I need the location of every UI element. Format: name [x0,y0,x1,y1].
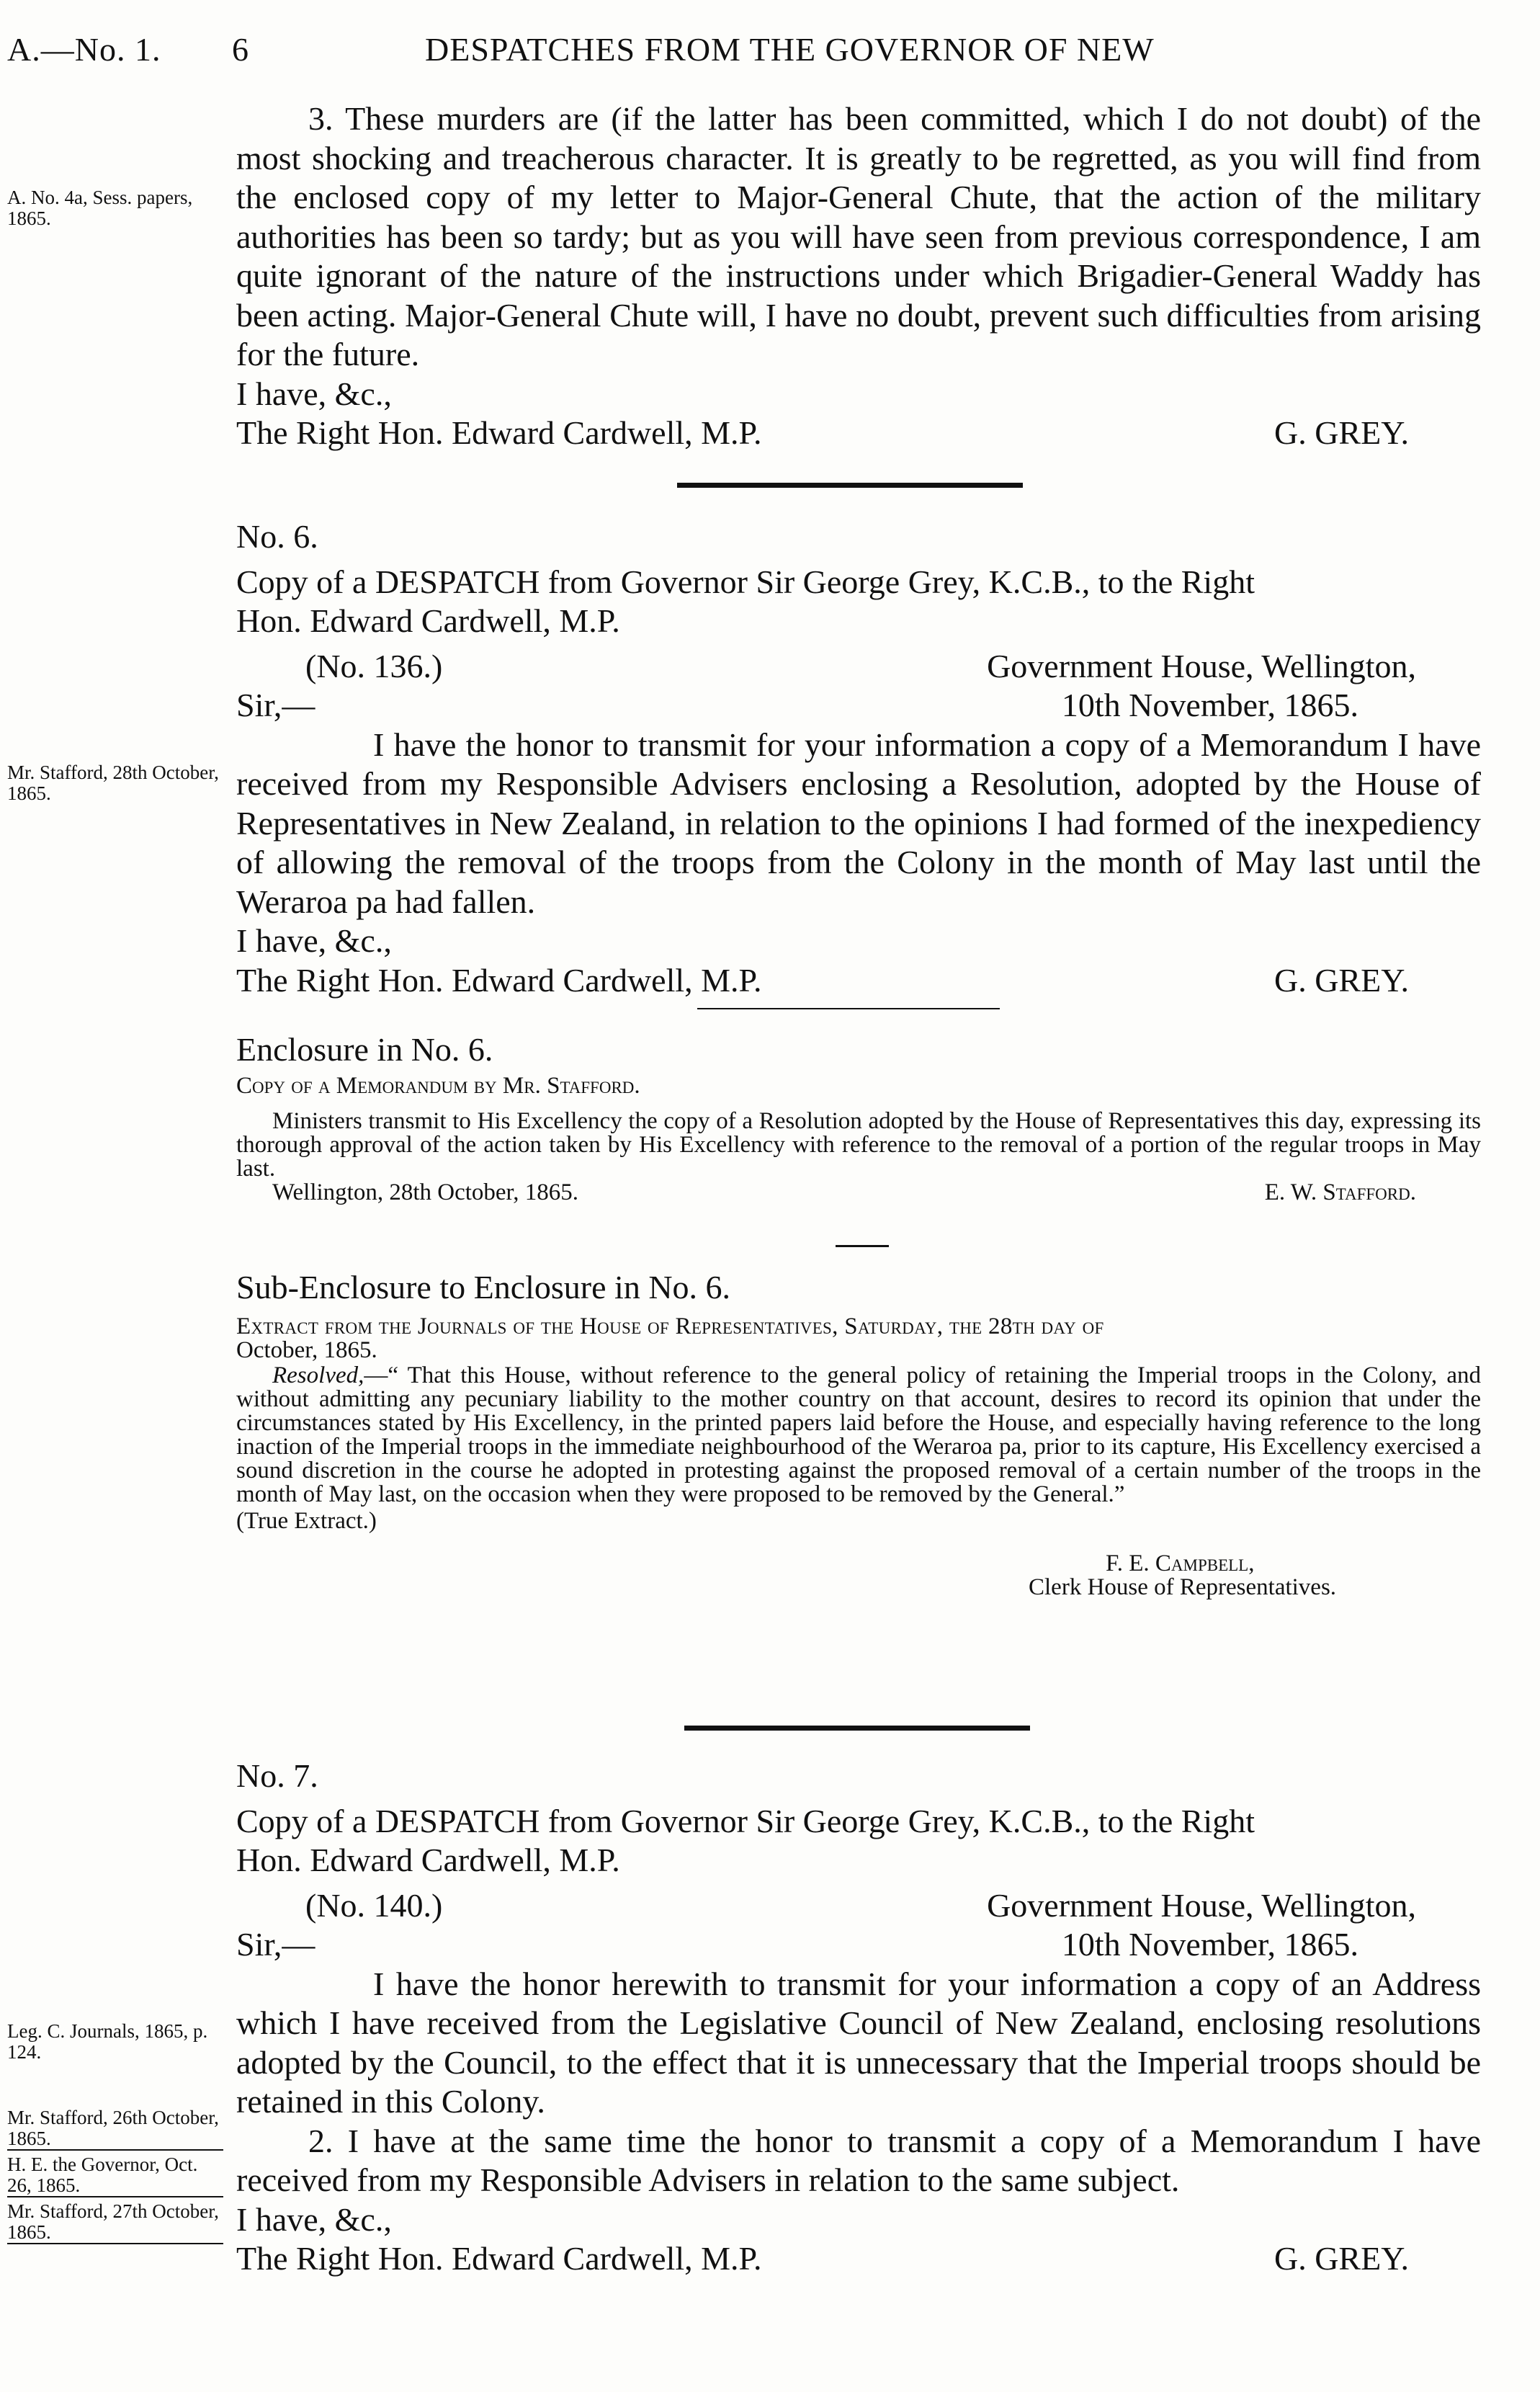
subenclosure6-extract-1: Extract from the Journals of the House of Representatives, Saturday, the 28th day of [236,1313,1104,1339]
page-number: 6 [232,31,249,68]
no7-number: No. 7. [236,1757,318,1794]
subenclosure6-extract-2: October, 1865. [236,1336,377,1363]
no6-ref: (No. 136.) [305,647,443,684]
no7-body-2: 2. I have at the same time the honor to transmit a copy of a Memorandum I have received from my Responsible Advisers in relation to the same subject. [236,2122,1481,2198]
enclosure6-title: Enclosure in No. 6. [236,1031,493,1068]
margin-note-no7-4: Mr. Stafford, 27th October, 1865. [7,2201,223,2244]
section-divider-thick-2 [684,1726,1030,1731]
para3-closing: I have, &c., [236,375,392,412]
resolution-text: —“ That this House, without reference to the general policy of retaining the Imperial troops in the Colony, and without admitting any pecuniary liability to the mother country on that account, desires to record its opinion that under the circumstances stated by His Excellency, in the printed papers laid before the House, and especially having reference to the long inaction of the Imperial troops in the immediate neighbourhood of the Weraroa pa, prior to its capture, His Excellency exercised a sound discretion in the course he adopted in protesting against the proposed removal of a certain number of the troops in the month of May last, on the occasion when they were proposed to be removed by the General.” [236,1362,1481,1507]
no7-closing: I have, &c., [236,2200,392,2238]
no7-ref: (No. 140.) [305,1886,443,1924]
short-divider [836,1245,889,1247]
section-divider-thick [677,483,1023,488]
signatory-name: F. E. Campbell, [1106,1550,1255,1576]
no7-date: 10th November, 1865. [1061,1926,1358,1963]
no6-heading-1: Copy of a DESPATCH from Governor Sir George Grey, K.C.B., to the Right [236,563,1255,600]
no7-body-1: I have the honor herewith to transmit for your information a copy of an Address which I have received from the Legislative Council of New Zealand, enclosing resolutions adopted by the Council, to the effect that it is unnecessary that the Imperial troops should be retained in this Colony. [236,1965,1481,2120]
subenclosure6-section [236,1268,1481,1599]
para3-text: 3. These murders are (if the latter has been committed, which I do not doubt) of the most shocking and treacherous character. It is greatly to be regretted, as you will find from the enclosed copy of my letter to Major-General Chute, that the action of the military authorities has been so tardy; but as you will have seen from previous correspondence, I am quite ignorant of the nature of the instructions under which Brigadier-General Waddy has been acting. Major-General Chute will, I have no doubt, prevent such difficulties from arising for the future. [236,100,1481,372]
enclosure6-subtitle: Copy of a Memorandum by Mr. Stafford. [236,1072,640,1099]
no6-number: No. 6. [236,518,318,555]
no7-heading-1: Copy of a DESPATCH from Governor Sir George Grey, K.C.B., to the Right [236,1802,1255,1839]
no7-salutation: Sir,— [236,1926,315,1963]
no6-location: Government House, Wellington, [987,647,1416,684]
no6-salutation: Sir,— [236,687,315,723]
no6-addressee: The Right Hon. Edward Cardwell, M.P. [236,961,762,999]
true-extract: (True Extract.) [236,1507,377,1534]
enclosure6-section [236,1030,1481,1205]
margin-note-para3: A. No. 4a, Sess. papers, 1865. [7,187,193,229]
no7-heading-2: Hon. Edward Cardwell, M.P. [236,1842,620,1878]
subenclosure6-resolution [236,1364,1481,1507]
no6-signature: G. GREY. [1273,961,1409,999]
subenclosure6-title: Sub-Enclosure to Enclosure in No. 6. [236,1269,731,1306]
no6-body: I have the honor to transmit for your information a copy of a Memorandum I have received from my Responsible Advisers enclosing a Resolution, adopted by the House of Representatives in New Zealand, in relation to the opinions I had formed of the inexpediency of allowing the removal of the troops from the Colony in the month of May last until the Weraroa pa had fallen. [236,726,1481,920]
resolved-label: Resolved, [272,1362,364,1388]
no7-addressee: The Right Hon. Edward Cardwell, M.P. [236,2240,762,2277]
para3-addressee: The Right Hon. Edward Cardwell, M.P. [236,414,762,451]
no7-location: Government House, Wellington, [987,1886,1416,1924]
no6-closing: I have, &c., [236,922,392,959]
para3-signature: G. GREY. [1273,414,1409,451]
para3 [236,99,1481,453]
no6-section [236,517,1481,1000]
enclosure6-body: Ministers transmit to His Excellency the copy of a Resolution adopted by the House of Representatives this day, expressing its thorough approval of the action taken by His Excellency with reference to the removal of a portion of the regular troops in May last. [236,1107,1481,1182]
enclosure6-signature: E. W. Stafford. [1264,1179,1416,1205]
no7-signature: G. GREY. [1273,2240,1409,2277]
section-divider-thin [697,1008,1000,1009]
no6-heading-2: Hon. Edward Cardwell, M.P. [236,602,620,639]
signatory-title: Clerk House of Representatives. [1029,1574,1337,1600]
margin-note-no7-3: H. E. the Governor, Oct. 26, 1865. [7,2154,223,2197]
running-title: DESPATCHES FROM THE GOVERNOR OF NEW [425,31,1155,68]
no6-date: 10th November, 1865. [1061,687,1358,723]
margin-note-no6: Mr. Stafford, 28th October, 1865. [7,762,219,804]
enclosure6-place-date: Wellington, 28th October, 1865. [272,1179,578,1205]
page-ref: A.—No. 1. [7,31,161,68]
margin-note-no7-2: Mr. Stafford, 26th October, 1865. [7,2107,223,2151]
margin-note-no7-1: Leg. C. Journals, 1865, p. 124. [7,2020,208,2063]
no7-section [236,1757,1481,2279]
